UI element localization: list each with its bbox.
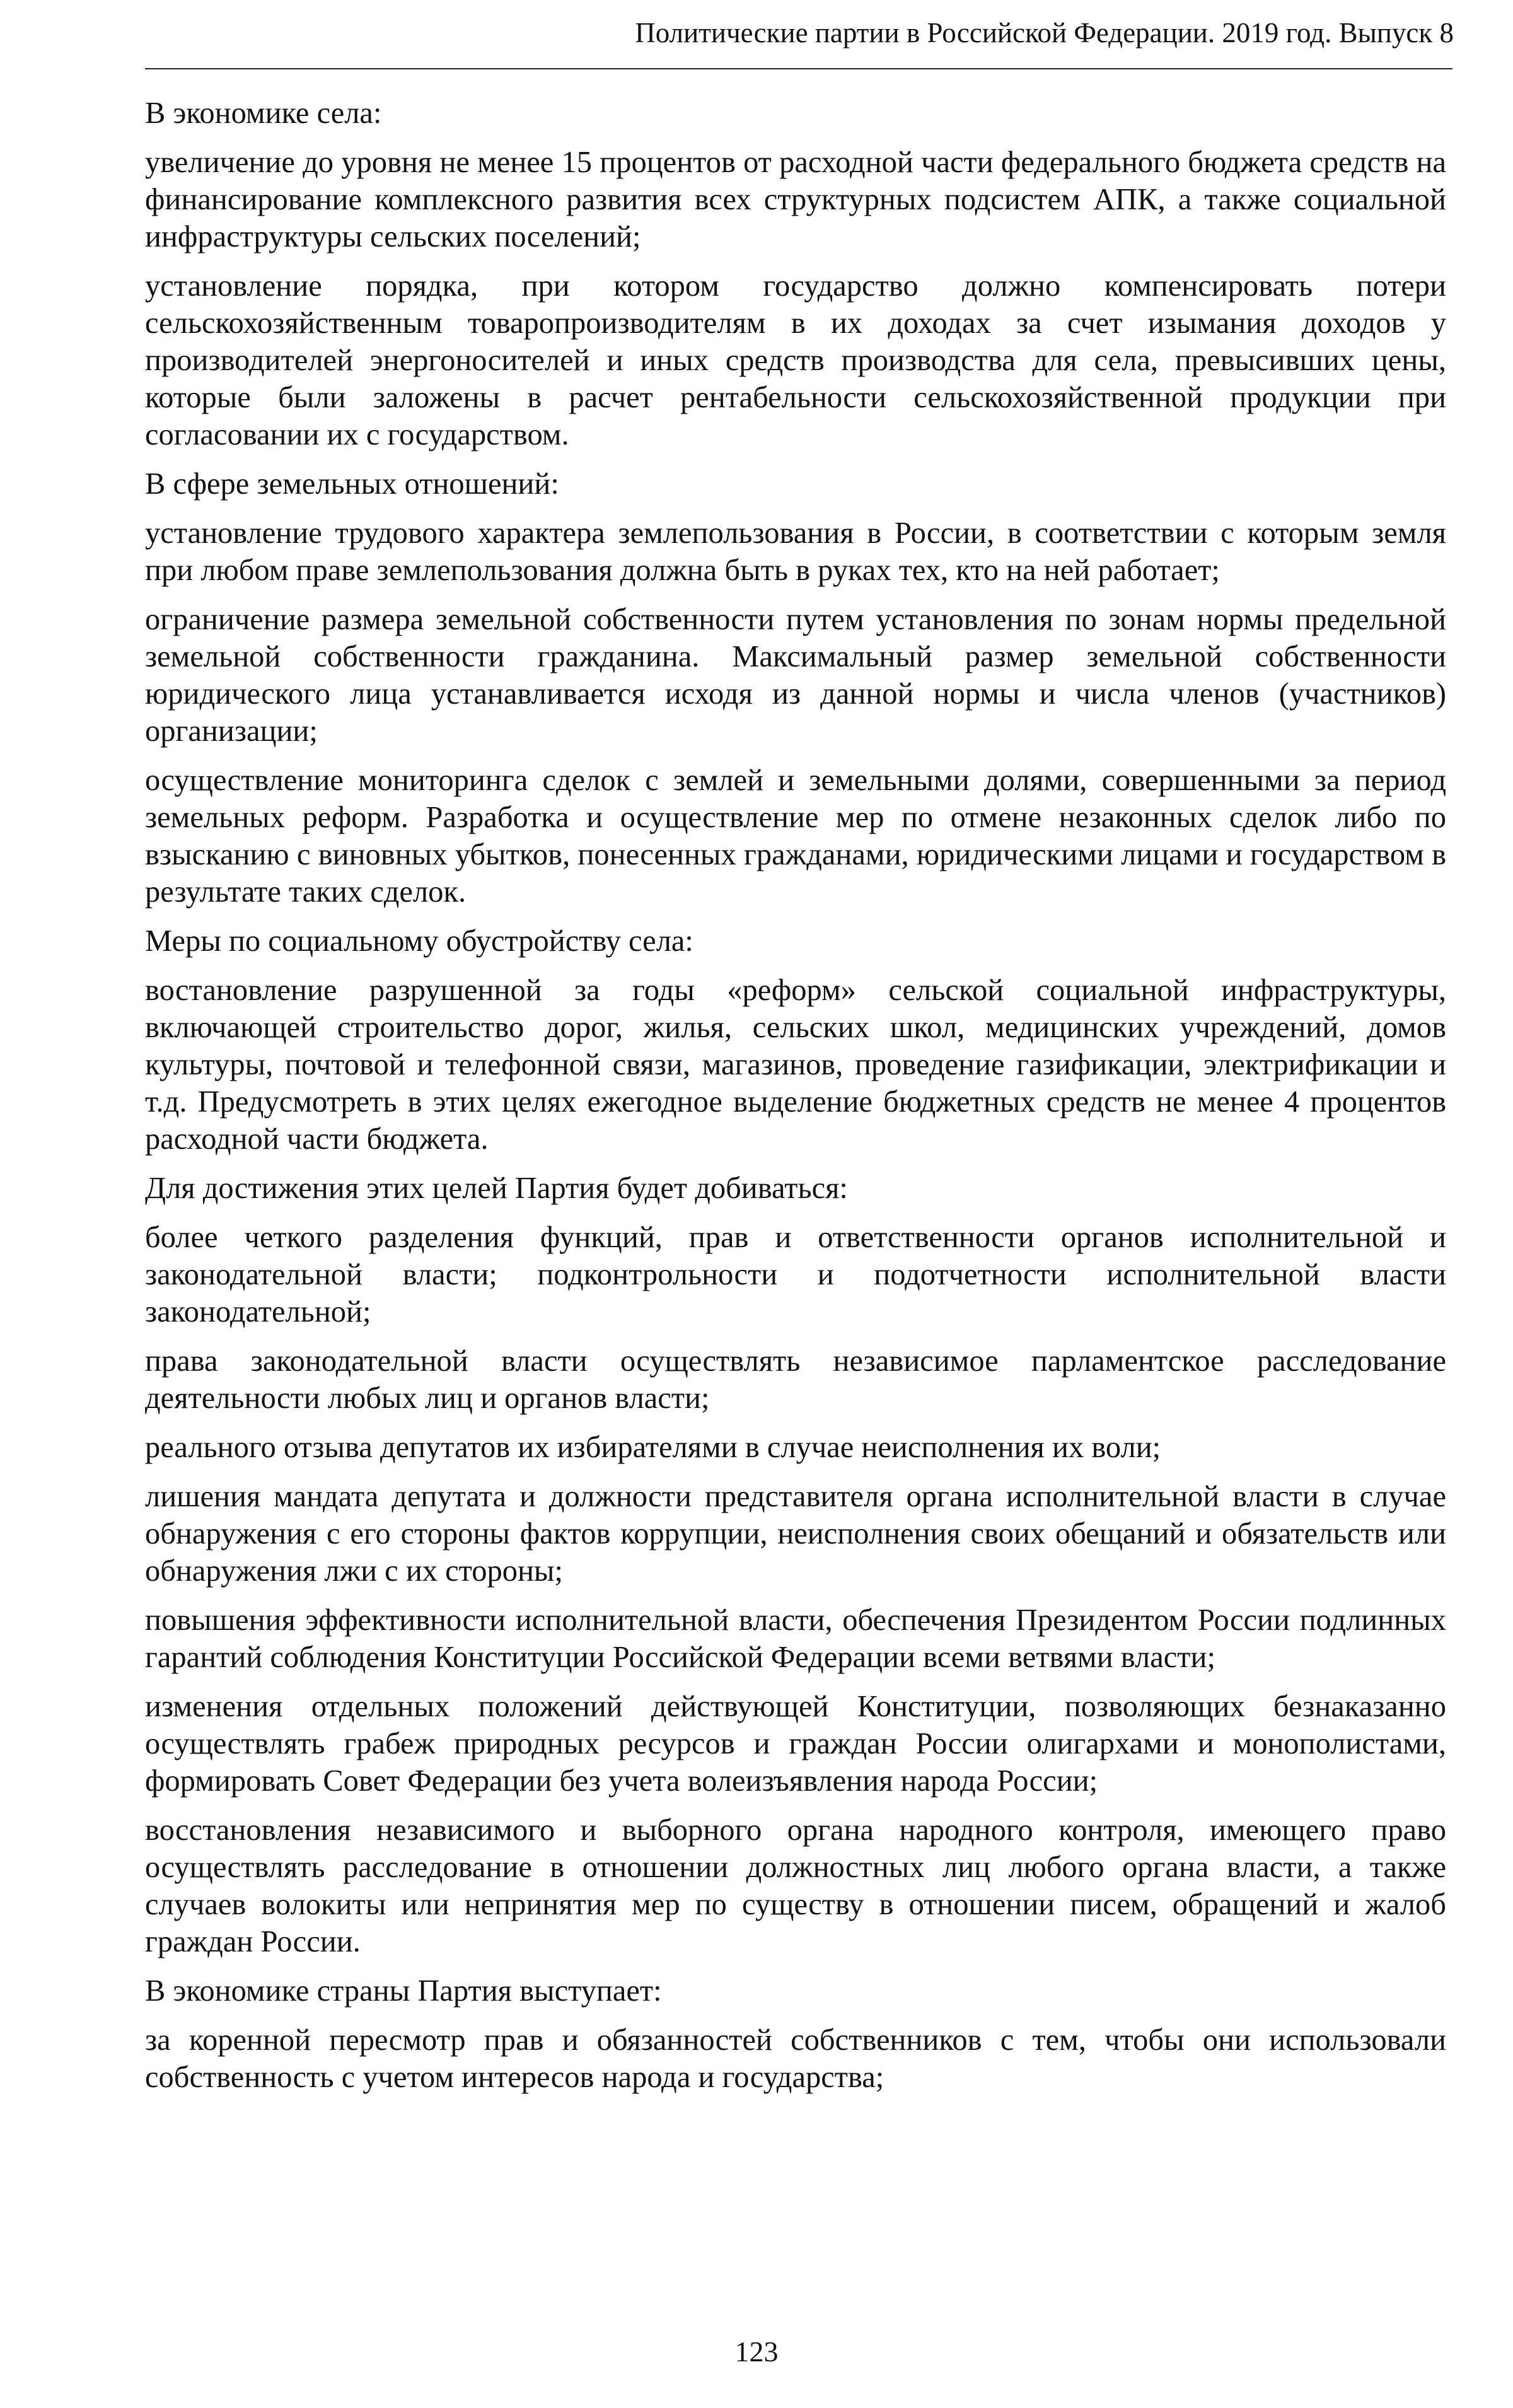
paragraph-8: Меры по социальному обустройству села: — [145, 924, 693, 958]
body-text — [145, 95, 1446, 2108]
paragraph-17: восстановления независимого и выборного органа народного контроля, имеющего право осуществлять расследование в отношении должностных лиц любого органа власти, а также случаев волокиты или непринятия мер по существу в отношении писем, обращений и жалоб граждан России. — [145, 1813, 1446, 1958]
paragraph-16: изменения отдельных положений действующей Конституции, позволяющих безнаказанно осуществлять грабеж природных ресурсов и граждан России олигархами и монополистами, формировать Совет Федерации без учета волеизъявления народа России; — [145, 1690, 1446, 1798]
paragraph-14: лишения мандата депутата и должности представителя органа исполнительной власти в случае обнаружения с его стороны фактов коррупции, неисполнения своих обещаний и обязательств или обнаружения лжи с их стороны; — [145, 1480, 1446, 1588]
paragraph-10: Для достижения этих целей Партия будет добиваться: — [145, 1172, 848, 1205]
paragraph-3: установление порядка, при котором государство должно компенсировать потери сельскохозяйственным товаропроизводителям в их доходах за счет изымания доходов у производителей энергоносителей и иных средств производства для села, превысивших цены, которые были заложены в расчет рентабельности сельскохозяйственной продукции при согласовании их с государством. — [145, 269, 1446, 451]
running-header: Политические партии в Российской Федерации. 2019 год. Выпуск 8 — [635, 17, 1454, 49]
paragraph-19: за коренной пересмотр прав и обязанностей собственников с тем, чтобы они использовали собственность с учетом интересов народа и государства; — [145, 2023, 1446, 2094]
paragraph-15: повышения эффективности исполнительной власти, обеспечения Президентом России подлинных гарантий соблюдения Конституции Российской Федерации всеми ветвями власти; — [145, 1603, 1446, 1674]
paragraph-7: осуществление мониторинга сделок с землей и земельными долями, совершенными за период земельных реформ. Разработка и осуществление мер по отмене незаконных сделок либо по взысканию с виновных убытков, понесенных гражданами, юридическими лицами и государством в результате таких сделок. — [145, 764, 1446, 909]
paragraph-4: В сфере земельных отношений: — [145, 467, 559, 501]
page-number: 123 — [734, 2335, 779, 2368]
paragraph-5: установление трудового характера землепользования в России, в соответствии с которым земля при любом праве землепользования должна быть в руках тех, кто на ней работает; — [145, 516, 1446, 587]
paragraph-11: более четкого разделения функций, прав и ответственности органов исполнительной и законодательной власти; подконтрольности и подотчетности исполнительной власти законодательной; — [145, 1221, 1446, 1329]
paragraph-6: ограничение размера земельной собственности путем установления по зонам нормы предельной земельной собственности гражданина. Максимальный размер земельной собственности юридического лица устанавливается исходя из данной нормы и числа членов (участников) организации; — [145, 603, 1446, 748]
paragraph-9: востановление разрушенной за годы «реформ» сельской социальной инфраструктуры, включающей строительство дорог, жилья, сельских школ, медицинских учреждений, домов культуры, почтовой и телефонной связи, магазинов, проведение газификации, электрификации и т.д. Предусмотреть в этих целях ежегодное выделение бюджетных средств не менее 4 процентов расходной части бюджета. — [145, 974, 1446, 1156]
paragraph-18: В экономике страны Партия выступает: — [145, 1974, 662, 2008]
paragraph-13: реального отзыва депутатов их избирателями в случае неисполнения их воли; — [145, 1431, 1161, 1464]
header-divider — [145, 68, 1452, 69]
paragraph-12: права законодательной власти осуществлять независимое парламентское расследование деятельности любых лиц и органов власти; — [145, 1344, 1446, 1415]
paragraph-2: увеличение до уровня не менее 15 процентов от расходной части федерального бюджета средств на финансирование комплексного развития всех структурных подсистем АПК, а также социальной инфраструктуры сельских поселений; — [145, 146, 1446, 253]
paragraph-1: В экономике села: — [145, 96, 382, 130]
